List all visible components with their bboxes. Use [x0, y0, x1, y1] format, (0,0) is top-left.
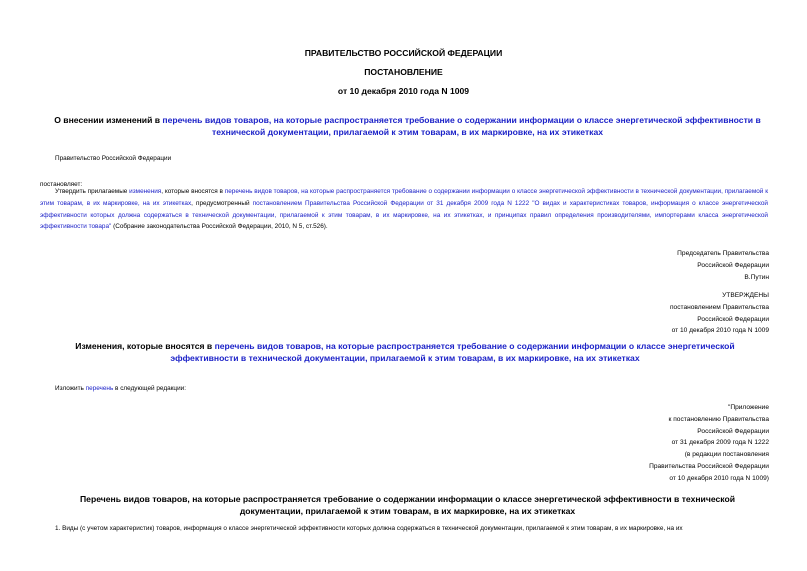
appendix-line: от 10 декабря 2010 года N 1009) — [669, 474, 769, 482]
approved-line: УТВЕРЖДЕНЫ — [722, 292, 769, 299]
approved-line: Российской Федерации — [697, 315, 769, 323]
signature-block — [677, 248, 769, 283]
changes-title-prefix: Изменения, которые вносятся в — [75, 341, 215, 351]
para-text: (Собрание законодательства Российской Федерации, 2010, N 5, ст.526). — [111, 223, 328, 231]
appendix-line: (в редакции постановления — [684, 451, 769, 459]
document-title — [50, 114, 765, 138]
changes-link[interactable]: изменения — [129, 188, 162, 195]
approved-line: постановлением Правительства — [669, 303, 769, 311]
resolution-1222-link[interactable]: постановлением Правительства Российской Федерации от 31 декабря 2009 года N 1222 "О видах и характеристиках товаров, информация о классе энергетической эффективности которых должна содержаться в технической документации, прилагаемой к этим товарам, в их маркировке, на их этикетках, и принципах правил определения производителями, импортерами класса энергетической эффективности товара" — [40, 199, 768, 231]
title-link[interactable]: перечень видов товаров, на которые распространяется требование о содержании информации о классе энергетической эффективности в технической документации, прилагаемой к этим товарам, в их маркировке, на их этикетках — [162, 115, 761, 137]
appendix-line: Правительства Российской Федерации — [649, 462, 769, 470]
signature-name: В.Путин — [744, 273, 769, 281]
list-link[interactable]: перечень — [85, 385, 114, 392]
appendix-block — [649, 402, 769, 485]
government-label: Правительство Российской Федерации — [55, 155, 172, 162]
para-text: , которые вносятся в — [161, 188, 225, 195]
signature-line: Председатель Правительства — [677, 250, 769, 257]
resolution-paragraph — [40, 186, 768, 233]
resolves-label: постановляет: — [40, 181, 83, 188]
goods-list-link[interactable]: перечень видов товаров, на которые распространяется требование о содержании информации о классе энергетической эффективности в технической документации, прилагаемой к этим товарам, в их маркировке, на их этикетках — [40, 188, 768, 207]
title-prefix: О внесении изменений в — [54, 115, 163, 125]
instruction-text: Изложить — [55, 385, 86, 392]
para-text: Утвердить прилагаемые — [55, 188, 130, 195]
changes-title-link[interactable]: перечень видов товаров, на которые распространяется требование о содержании информации о классе энергетической эффективности в технической документации, прилагаемой к этим товарам, в их маркировке, на их этикетках — [170, 341, 735, 363]
appendix-line: от 31 декабря 2009 года N 1222 — [671, 439, 769, 447]
appendix-line: к постановлению Правительства — [668, 415, 769, 423]
approved-line: от 10 декабря 2010 года N 1009 — [671, 327, 769, 335]
appendix-line: Российской Федерации — [697, 427, 769, 435]
list-item-1: 1. Виды (с учетом характеристик) товаров, информация о классе энергетической эффективности которых должна содержаться в технической документации, прилагаемой к этим товарам, в их маркировке, на их — [55, 525, 683, 532]
instruction-line — [55, 385, 186, 392]
changes-title — [55, 340, 755, 364]
signature-line: Российской Федерации — [697, 261, 769, 269]
appendix-line: "Приложение — [727, 404, 769, 411]
instruction-text: в следующей редакции: — [113, 385, 186, 392]
approved-block — [670, 290, 769, 337]
list-title: Перечень видов товаров, на которые распространяется требование о содержании информации о классе энергетической эффективности в технической документации, прилагаемой к этим товарам, в их маркировке, на их этикетках — [80, 494, 735, 516]
government-heading: ПРАВИТЕЛЬСТВО РОССИЙСКОЙ ФЕДЕРАЦИИ — [304, 48, 503, 58]
para-text: , предусмотренный — [191, 199, 253, 207]
document-date-number: от 10 декабря 2010 года N 1009 — [337, 86, 470, 96]
document-type: ПОСТАНОВЛЕНИЕ — [364, 67, 443, 77]
